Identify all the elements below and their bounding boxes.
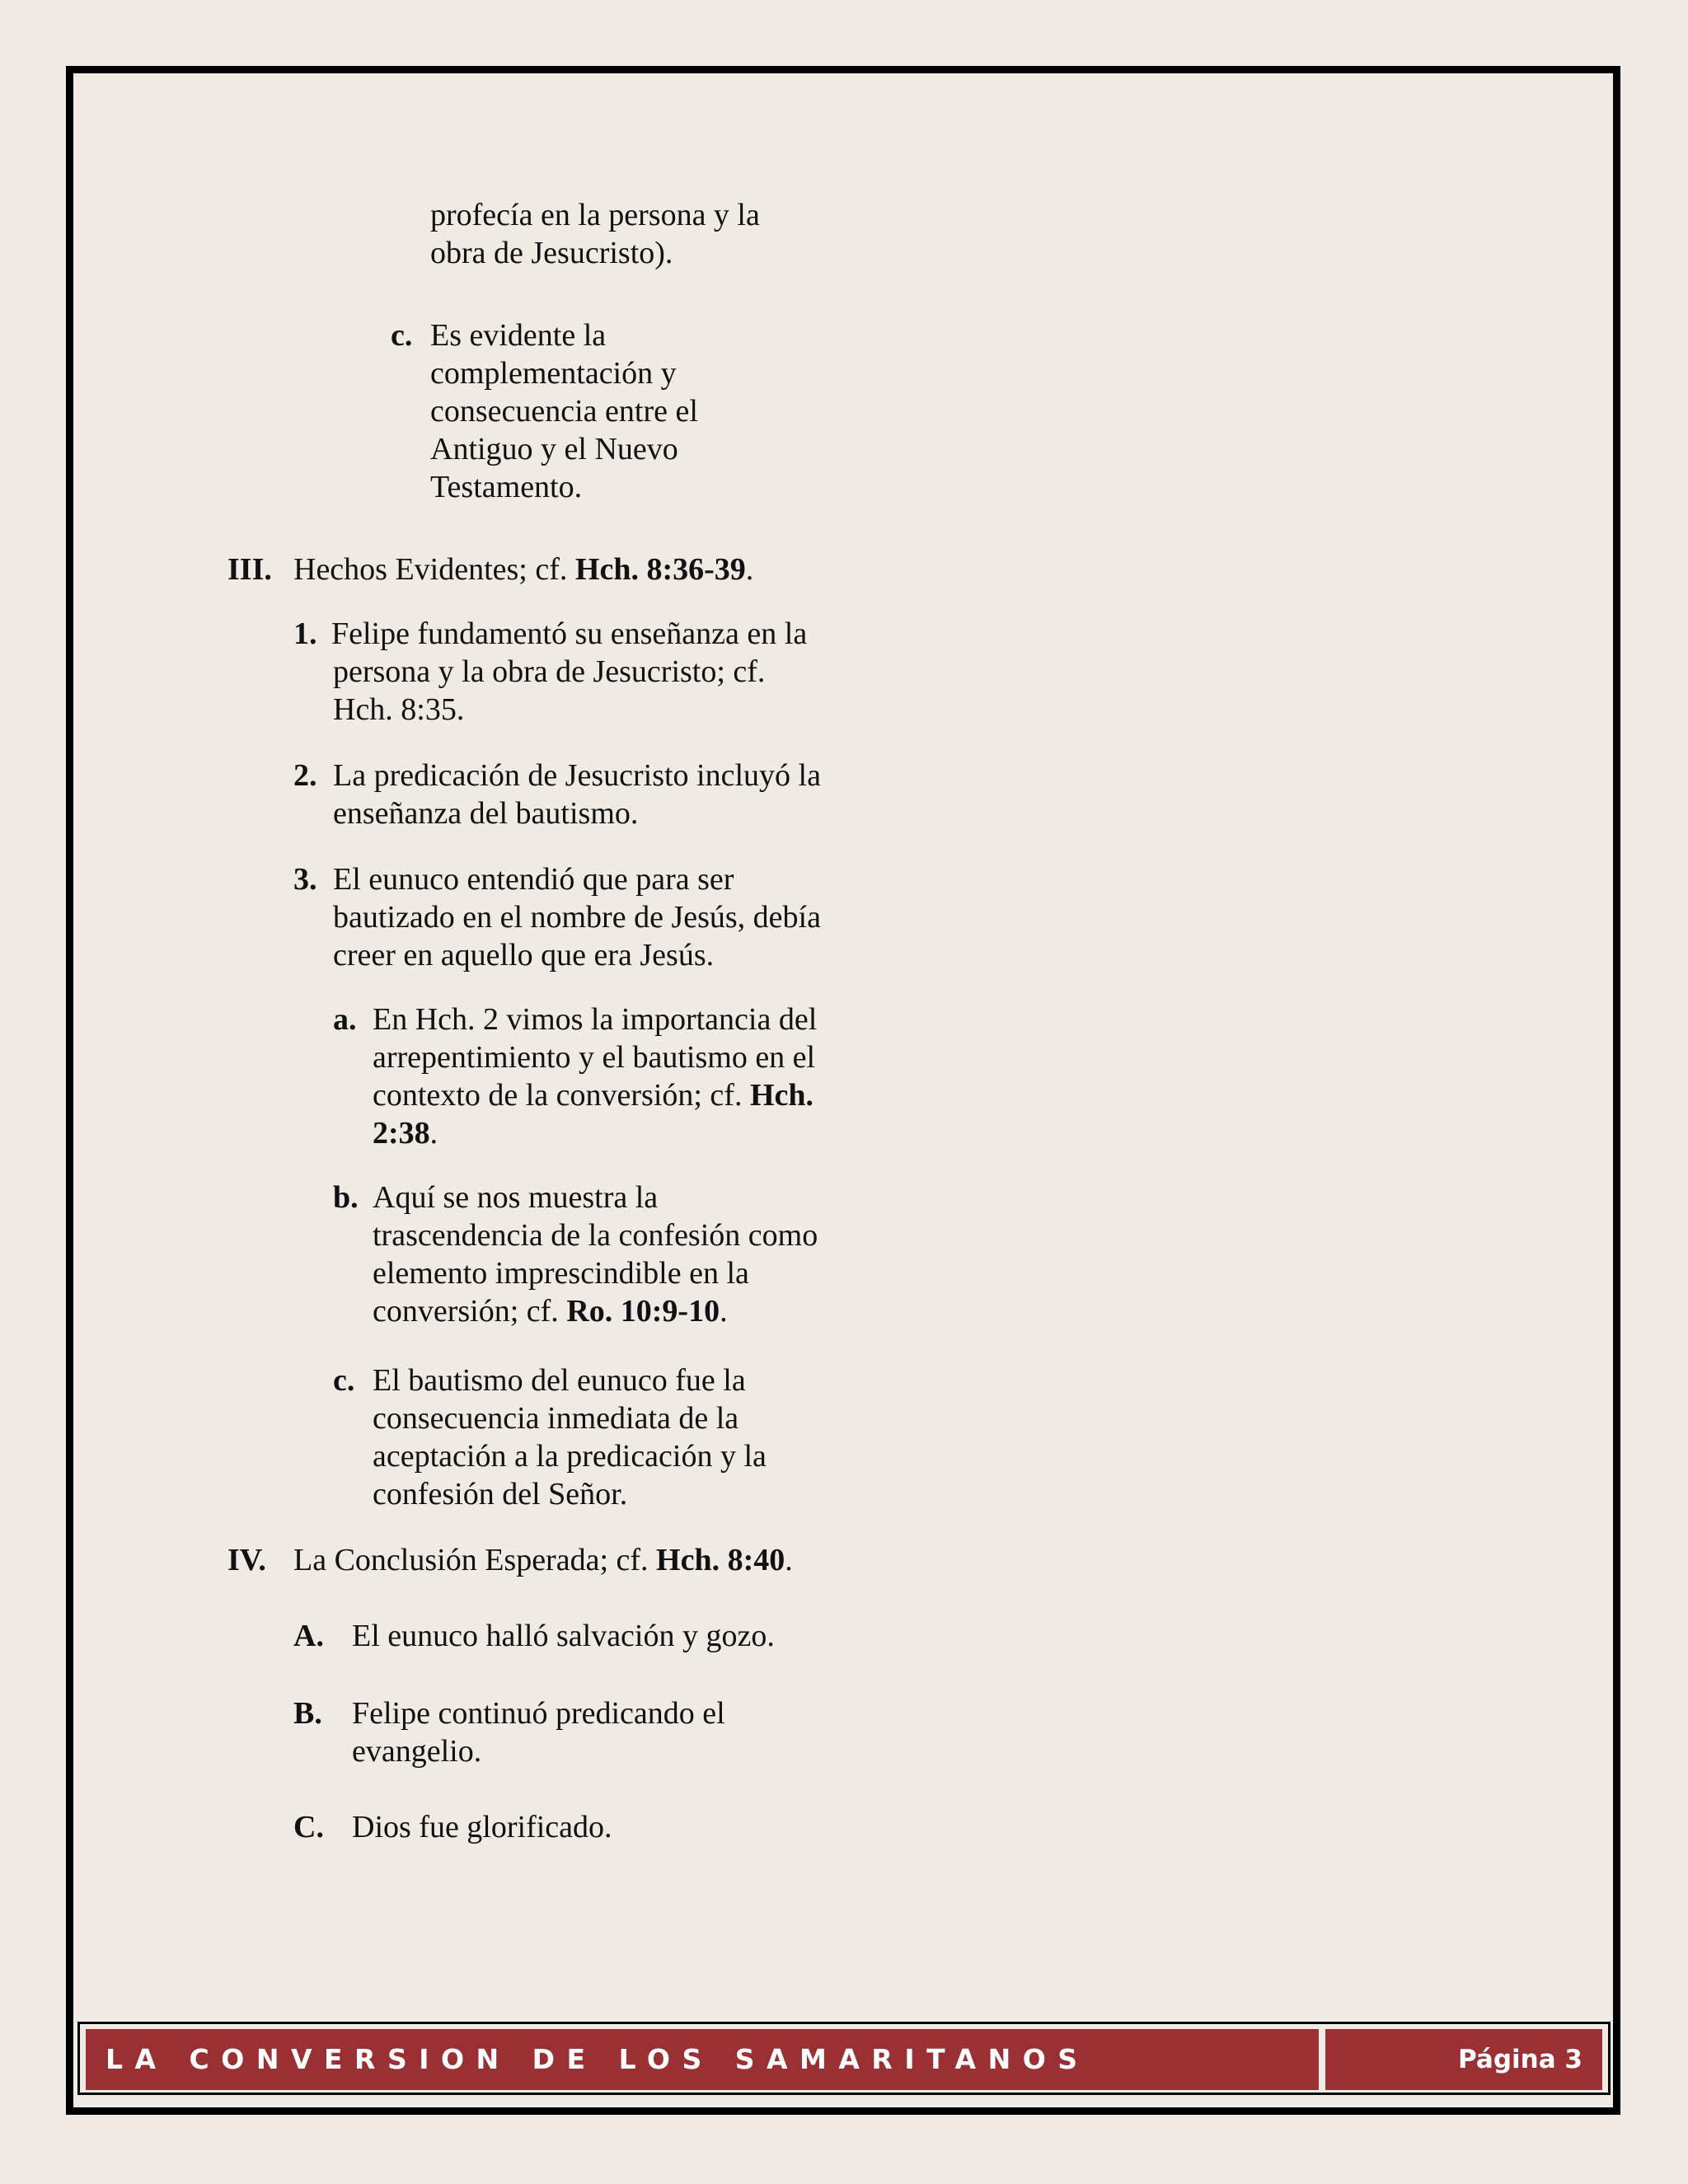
list-item-text: Felipe continuó predicando el evangelio. xyxy=(352,1696,725,1769)
list-item-text: Aquí se nos muestra la trascendencia de la confesión como elemento imprescindible en la conversión; cf. xyxy=(373,1180,818,1329)
list-item-iv-a xyxy=(293,1617,837,1655)
heading-text: Hechos Evidentes; cf. xyxy=(293,552,575,587)
list-item-text: El bautismo del eunuco fue la consecuencia inmediata de la aceptación a la predicación y la confesión del Señor. xyxy=(373,1363,767,1511)
list-item-text: El eunuco entendió que para ser bautizado en el nombre de Jesús, debía creer en aquello que era Jesús. xyxy=(333,862,821,972)
section-heading-iv: IV. La Conclusión Esperada; cf. Hch. 8:40. xyxy=(227,1543,793,1577)
list-item-text: Felipe fundamentó su enseñanza en la persona y la obra de Jesucristo; cf. Hch. 8:35. xyxy=(331,616,808,727)
continued-paragraph: profecía en la persona y la obra de Jesucristo). xyxy=(430,198,760,270)
section-heading-iii: III. Hechos Evidentes; cf. Hch. 8:36-39. xyxy=(227,552,754,587)
list-marker: c. xyxy=(391,318,413,353)
footer-title: LA CONVERSION DE LOS SAMARITANOS xyxy=(86,2029,1319,2090)
list-item-iii-3-c xyxy=(333,1361,844,1513)
list-item-text: La predicación de Jesucristo incluyó la enseñanza del bautismo. xyxy=(333,758,821,831)
scripture-ref: Ro. 10:9-10 xyxy=(566,1294,720,1329)
list-item-iv-b xyxy=(293,1694,837,1770)
list-marker: 3. xyxy=(293,862,317,897)
list-marker: c. xyxy=(333,1363,355,1398)
scripture-ref: Hch. 8:40 xyxy=(656,1543,785,1577)
list-item-text: El eunuco halló salvación y gozo. xyxy=(352,1619,775,1653)
list-marker: A. xyxy=(293,1619,324,1653)
list-item-iii-3-b: b. Aquí se nos muestra la trascendencia de la confesión como elemento imprescindible en la conversión; cf. Ro. 10:9-10. xyxy=(333,1180,818,1329)
list-item-iii-2 xyxy=(293,757,837,832)
list-item-text: En Hch. 2 vimos la importancia del arrepentimiento y el bautismo en el contexto de la conversión; cf. xyxy=(373,1002,818,1113)
scripture-ref: Hch. 8:36-39 xyxy=(574,552,746,587)
list-item-iii-3 xyxy=(293,860,837,974)
roman-numeral: IV. xyxy=(227,1543,266,1577)
scripture-ref: Hch. 2:38 xyxy=(373,1078,814,1151)
list-marker: a. xyxy=(333,1002,357,1037)
list-item-iv-c xyxy=(293,1808,837,1846)
list-item-text: Es evidente la complementación y consecuencia entre el Antiguo y el Nuevo Testamento. xyxy=(430,318,698,504)
list-marker: 1. xyxy=(293,616,317,651)
heading-text: La Conclusión Esperada; cf. xyxy=(293,1543,657,1577)
page-number: Página 3 xyxy=(1325,2029,1602,2090)
list-item-ii-c xyxy=(391,316,819,506)
list-marker: 2. xyxy=(293,758,317,793)
list-marker: B. xyxy=(293,1696,322,1731)
list-item-text: Dios fue glorificado. xyxy=(352,1810,612,1844)
list-marker: C. xyxy=(293,1810,324,1844)
roman-numeral: III. xyxy=(227,552,272,587)
list-item-iii-3-a: a. En Hch. 2 vimos la importancia del arrepentimiento y el bautismo en el contexto de la conversión; cf. Hch. 2:38. xyxy=(333,1002,818,1151)
list-item-iii-1 xyxy=(293,615,837,729)
list-marker: b. xyxy=(333,1180,359,1215)
